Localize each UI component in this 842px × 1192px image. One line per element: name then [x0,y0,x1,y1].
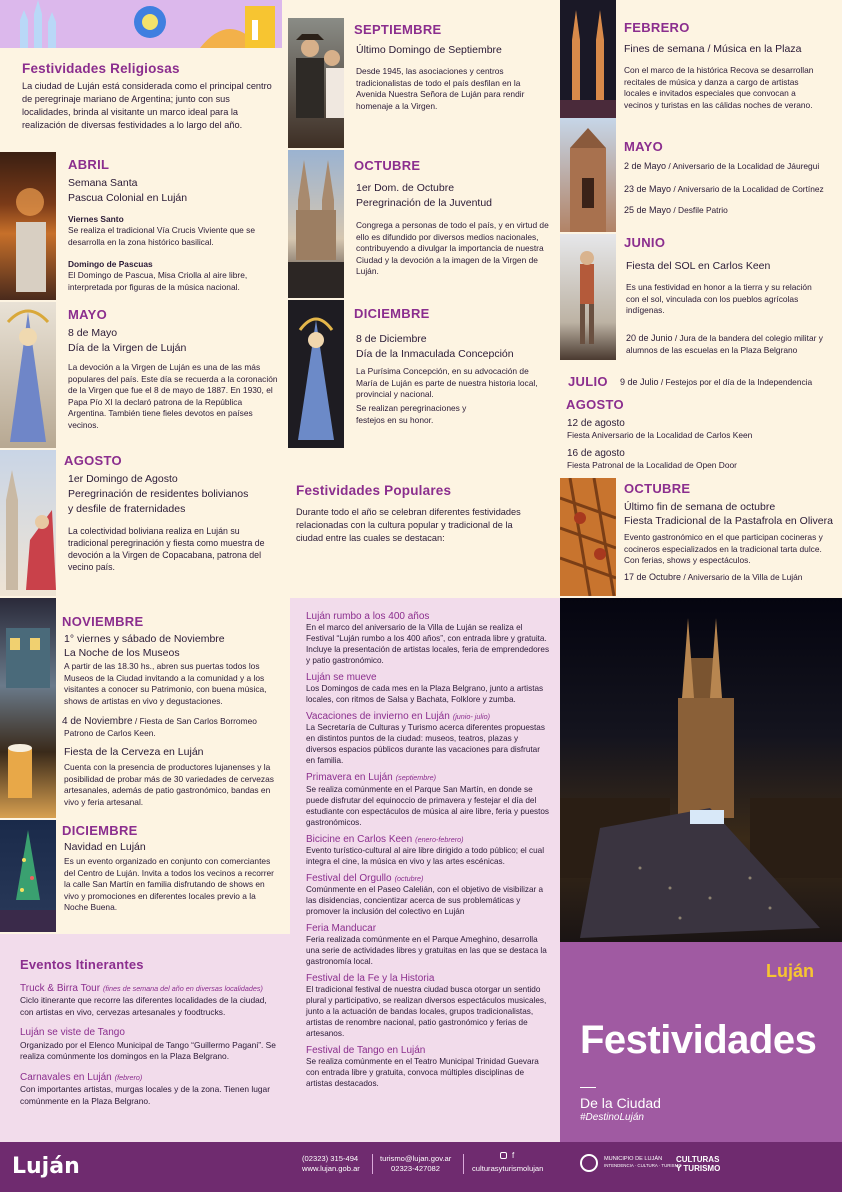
event-title [306,710,550,723]
itinerant-title-text: Carnavales en Luján [20,1071,112,1083]
event-title-text: Festival de Tango en Luján [306,1045,426,1057]
junio-date: 20 de Junio [626,333,673,343]
event-item [306,922,550,968]
junio-sub1: Fiesta del SOL en Carlos Keen [626,260,771,272]
noviembre-text2: Cuenta con la presencia de productores lujanenses y la posibilidad de probar más de 30 variedades de cervezas artesanales, además de patio gastronómico, bandas en vivo y feria artesanal. [64,762,274,807]
mayo-pop-l1: 2 de Mayo / Aniversario de la Localidad de Jáuregui [624,161,820,171]
event-text: Evento turístico-cultural al aire libre dirigido a todo público; el cual integra el cine, la música en vivo y las artes escénicas. [306,845,545,866]
cover-title: Festividades [580,1018,817,1062]
instagram-icon[interactable] [500,1152,507,1159]
itinerant-item [20,982,282,1018]
itinerant-text: Organizado por el Elenco Municipal de Tango “Guillermo Pagani”. Se realiza comúnmente los domingos en la Plaza Belgrano. [20,1039,276,1062]
mayo-pop-l1-desc: Aniversario de la Localidad de Jáuregui [672,161,820,171]
cover-divider [580,1087,596,1088]
event-note: (septiembre) [395,773,437,783]
abril-sub2: Pascua Colonial en Luján [68,192,188,204]
mayo-pop-l1-date: 2 de Mayo [624,161,667,171]
agosto-pop-d1: 12 de agosto [567,418,625,429]
diciembre-pop-month: DICIEMBRE [62,823,138,838]
footer-web[interactable]: www.lujan.gob.ar [302,1164,360,1173]
itinerant-title [20,1026,282,1039]
cover-sub: De la Ciudad [580,1095,661,1111]
cover-hashtag: #DestinoLuján [580,1112,644,1123]
footer-muni1: MUNICIPIO DE LUJÁN [604,1156,663,1162]
event-title-text: Festival de la Fe y la Historia [306,972,435,984]
event-title-text: Feria Manducar [306,922,377,934]
febrero-sub1: Fines de semana / Música en la Plaza [624,43,802,55]
septiembre-text: Desde 1945, las asociaciones y centros tradicionalistas de todo el país desfilan en la Avenida Nuestra Señora de Luján para rendir homenaje a la Virgen. [356,66,525,111]
event-title-text: Luján rumbo a los 400 años [306,611,430,622]
abril-photo [0,152,56,300]
event-title-text: Vacaciones de invierno en Luján [306,711,450,723]
event-title [306,671,550,684]
mayo-text: La devoción a la Virgen de Luján es una de las más populares del país. Este día se recuerda a la coronación de la Virgen que fue el 8 de mayo de 1887. En 1930, el Papa Pío XI la declaró patrona de la República Argentina. También tiene fieles devotos en países vecinos. [68,362,278,430]
mayo-pop-photo [560,118,616,232]
itinerant-item [20,1071,282,1107]
abril-t1: Se realiza el tradicional Vía Crucis Viviente que se desarrolla en la zona histórico basilical. [68,225,255,247]
events-list [306,610,550,1094]
noviembre-line: 4 de Noviembre / Fiesta de San Carlos Borromeo [62,716,257,727]
abril-t2: El Domingo de Pascua, Misa Criolla al aire libre, interpretada por figuras de la música nacional. [68,270,248,292]
itinerant-note: (febrero) [114,1072,143,1082]
event-title [306,1044,550,1057]
octubre-pop-sub2: Fiesta Tradicional de la Pastafrola en Olivera [624,515,833,527]
event-text: Comúnmente en el Paseo Calelián, con el objetivo de visibilizar a las disidencias, concientizar acerca de sus problemáticas y promover la inclusión del colectivo en Luján [306,884,544,916]
event-item [306,771,550,828]
diciembre-rel-text2: Se realizan peregrinaciones y festejos en su honor. [356,403,467,425]
diciembre-pop-text: Es un evento organizado en conjunto con comerciantes del Centro de Luján. Invita a todos los vecinos a recorrer la calle San Martín en familia disfrutando de shows en vivo y promociones en diferentes locales previo a la Noche Buena. [64,856,274,913]
octubre-pop-sub1: Último fin de semana de octubre [624,501,776,513]
itinerant-text: Con importantes artistas, murgas locales y de la zona. Tienen lugar comúnmente en la Plaza Belgrano. [20,1083,270,1106]
febrero-text: Con el marco de la histórica Recova se desarrollan recitales de música y danza a cargo de artistas locales e invitados especiales que convocan a vecinos y turistas en las cálidas noches de verano. [624,65,814,110]
abril-h2: Domingo de Pascuas [68,259,153,269]
event-title-text: Bicicine en Carlos Keen [306,833,413,845]
mayo-photo [0,302,56,448]
agosto-photo [0,450,56,596]
popular-title: Festividades Populares [296,483,452,498]
mayo-sub2: Día de la Virgen de Luján [68,342,187,354]
octubre-pop-desc: Aniversario de la Villa de Luján [687,572,803,582]
febrero-photo [560,0,616,118]
agosto-pop-t1: Fiesta Aniversario de la Localidad de Carlos Keen [567,430,753,440]
popular-intro: Durante todo el año se celebran diferentes festividades relacionadas con la cultura popular y tradicional de la ciudad entre las cuales se destacan: [296,507,521,544]
banner-illustration [0,0,282,48]
octubre-pop-photo [560,478,616,596]
agosto-sub3: y desfile de fraternidades [68,503,186,515]
itinerant-title: Eventos Itinerantes [20,957,144,972]
diciembre-rel-sub1: 8 de Diciembre [356,333,427,345]
mayo-pop-l3-desc: Desfile Patrio [678,205,728,215]
junio-photo [560,234,616,360]
mayo-pop-l2-desc: Aniversario de la Localidad de Cortínez [677,184,824,194]
octubre-pop-text: Evento gastronómico en el que participan cocineras y cocineros especializados en la tradicional tarta dulce. Con ferias, shows y espectáculos. [624,532,823,566]
event-item [306,1044,550,1090]
agosto-month: AGOSTO [64,453,122,468]
basilica-night-photo [560,598,842,942]
octubre-sub2: Peregrinación de la Juventud [356,197,493,209]
footer-culturas1: CULTURAS [676,1155,720,1164]
diciembre-pop-sub1: Navidad en Luján [64,841,146,853]
noviembre-photo [0,598,56,818]
itinerant-title-text: Luján se viste de Tango [20,1027,125,1039]
mayo-pop-l2: 23 de Mayo / Aniversario de la Localidad de Cortínez [624,184,824,194]
diciembre-rel-month: DICIEMBRE [354,306,430,321]
event-note: (junio- julio) [452,712,490,722]
footer-phone2: 02323-427082 [391,1164,440,1173]
noviembre-lc: Patrono de Carlos Keen. [64,728,156,738]
top-banner [0,0,282,48]
footer-mail[interactable]: turismo@lujan.gov.ar [380,1154,452,1163]
noviembre-month: NOVIEMBRE [62,614,144,629]
event-item [306,610,550,667]
event-item [306,872,550,918]
event-text: La Secretaría de Culturas y Turismo acerca diferentes propuestas en distintos puntos de la ciudad: museos, teatros, plazas y diversos espacios públicos durante las vacaciones para disfrutar en familia. [306,723,545,766]
event-title [306,872,550,885]
agosto-sub1: 1er Domingo de Agosto [68,473,178,485]
footer-social[interactable]: culturasyturismolujan [472,1164,544,1173]
religious-title: Festividades Religiosas [22,61,180,76]
event-item [306,972,550,1040]
event-item [306,710,550,767]
event-text: Se realiza comúnmente en el Teatro Municipal Trinidad Guevara con entrada libre y gratuita, convoca múltiples disciplinas de artistas destacados. [306,1057,539,1089]
event-item [306,671,550,706]
event-note: (enero-febrero) [415,834,464,844]
event-text: El tradicional festival de nuestra ciudad busca otorgar un sentido plural y participativo, se realizan diversos espectáculos musicales, junto a la actuación de bandas locales, grupos tradicionalistas, artistas de renombre nacional, patio gastronómico y ferias de artesanos. [306,985,547,1039]
event-text: Feria realizada comúnmente en el Parque Ameghino, desarrolla una serie de actividades libres y gratuitas en las que se destaca la gastronomía local. [306,935,547,966]
event-title-text: Luján se mueve [306,672,377,684]
itinerant-title [20,982,282,995]
itinerant-title [20,1071,282,1084]
footer-phone1: (02323) 315-494 [302,1154,359,1163]
diciembre-rel-sub2: Día de la Inmaculada Concepción [356,348,514,360]
octubre-pop-line: 17 de Octubre / Aniversario de la Villa de Luján [624,572,803,582]
itinerant-text: Ciclo itinerante que recorre las diferentes localidades de la ciudad, con artistas en vivo, cervezas artesanales y foodtrucks. [20,995,267,1017]
mayo-pop-l3: 25 de Mayo / Desfile Patrio [624,205,728,215]
footer-culturas2: Y TURISMO [676,1164,721,1173]
agosto-sub2: Peregrinación de residentes bolivianos [68,488,249,500]
octubre-month: OCTUBRE [354,158,421,173]
junio-month: JUNIO [624,235,666,250]
febrero-month: FEBRERO [624,20,690,35]
julio-desc: Festejos por el día de la Independencia [665,377,813,387]
noviembre-sub2: La Noche de los Museos [64,647,180,659]
abril-month: ABRIL [68,157,110,172]
footer [0,1142,842,1192]
agosto-text: La colectividad boliviana realiza en Luján su tradicional peregrinación y fiesta como muestra de devoción a la Virgen de Copacabana, patrona del vecino país. [68,526,265,573]
agosto-pop-t2: Fiesta Patronal de la Localidad de Open Door [567,460,737,470]
noviembre-desc: Fiesta de San Carlos Borromeo [139,716,257,726]
event-title-text: Primavera en Luján [306,772,393,784]
noviembre-sub3: Fiesta de la Cerveza en Luján [64,746,204,758]
septiembre-month: SEPTIEMBRE [354,22,442,37]
event-text: En el marco del aniversario de la Villa de Luján se realiza el Festival “Luján rumbo a los 400 años”, con entrada libre y gratuita. Incluye la presentación de artistas locales, feria de emprendedores y patio gastronómico. [306,623,550,666]
footer-divider [372,1154,373,1174]
abril-sub1: Semana Santa [68,177,138,189]
octubre-pop-month: OCTUBRE [624,481,691,496]
footer-muni2: INTENDENCIA · CULTURA · TURISMO [604,1163,682,1168]
octubre-text: Congrega a personas de todo el país, y en virtud de ello es difundido por diversos medios nacionales, contribuyendo a divulgar la importancia de nuestra Ciudad y la devoción a la imagen de la Virgen de Luján. [356,220,549,277]
facebook-icon[interactable]: f [512,1151,515,1160]
religious-intro: La ciudad de Luján está considerada como el principal centro de peregrinaje mariano de Argentina; junto con sus localidades, brinda al visitante un marco ideal para la realización de diversas festividades a lo largo del año. [22,81,272,131]
julio-line: 9 de Julio / Festejos por el día de la Independencia [620,377,813,387]
mayo-sub1: 8 de Mayo [68,327,118,339]
footer-logo[interactable]: Luján [12,1154,80,1179]
junio-desc: Jura de la bandera del colegio militar y alumnos de las escuelas en la Plaza Belgrano [626,333,823,355]
event-text: Los Domingos de cada mes en la Plaza Belgrano, junto a artistas locales, con ritmos de Salsa y Bachata, Folklore y zumba. [306,684,544,705]
itinerant-list [20,982,282,1115]
diciembre-rel-photo [288,300,344,448]
itinerant-item [20,1026,282,1062]
event-item [306,833,550,868]
julio-date: 9 de Julio [620,377,659,387]
agosto-pop-month: AGOSTO [566,397,624,412]
octubre-photo [288,150,344,298]
cover-brand: Luján [766,961,814,981]
agosto-pop-d2: 16 de agosto [567,448,625,459]
septiembre-photo [288,18,344,148]
mayo-pop-l3-date: 25 de Mayo [624,205,672,215]
event-title [306,833,550,846]
event-title [306,922,550,935]
diciembre-rel-text1: La Purísima Concepción, en su advocación de María de Luján es parte de nuestra historia local, provincial y nacional. [356,366,538,400]
event-text: Se realiza comúnmente en el Parque San Martín, en donde se puede disfrutar del equinoccio de primavera y festejar el día del estudiante con espectáculos de música al aire libre, feria y puestos gastronómicos. [306,784,550,827]
footer-divider-2 [463,1154,464,1174]
noviembre-date: 4 de Noviembre [62,716,133,727]
noviembre-text: A partir de las 18.30 hs., abren sus puertas todos los Museos de la Ciudad invitando a la comunidad y a los visitantes a conocer su Patrimonio, con buena música, shows de artistas en vivo y degustaciones. [64,661,267,706]
event-title [306,972,550,985]
itinerant-title-text: Truck & Birra Tour [20,983,101,994]
event-title-text: Festival del Orgullo [306,872,392,884]
event-note: (octubre) [394,873,424,883]
municipio-seal-icon [580,1154,598,1172]
julio-month: JULIO [568,374,608,389]
junio-text: Es una festividad en honor a la tierra y su relación con el sol, vinculada con los pueblos agrícolas indígenas. [626,282,812,316]
itinerant-note: (fines de semana del año en diversas localidades) [103,984,263,993]
mayo-month: MAYO [68,307,108,322]
septiembre-sub1: Último Domingo de Septiembre [356,44,502,56]
octubre-sub1: 1er Dom. de Octubre [356,182,455,194]
mayo-pop-month: MAYO [624,139,664,154]
noviembre-sub1: 1° viernes y sábado de Noviembre [64,633,225,645]
event-title [306,610,550,623]
junio-line: 20 de Junio / Jura de la bandera del colegio militar y alumnos de las escuelas en la Plaza Belgrano [626,333,823,355]
abril-h1: Viernes Santo [68,214,124,224]
mayo-pop-l2-date: 23 de Mayo [624,184,672,194]
diciembre-pop-photo [0,820,56,932]
octubre-pop-date: 17 de Octubre [624,572,682,582]
event-title [306,771,550,784]
